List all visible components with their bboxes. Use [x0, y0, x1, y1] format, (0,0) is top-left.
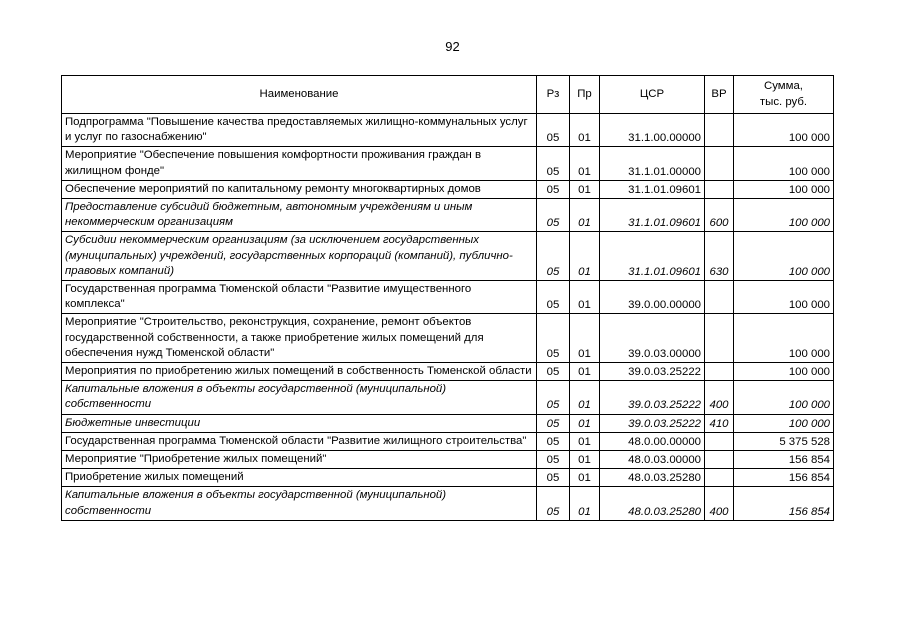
cell-pr: 01	[570, 180, 600, 198]
cell-sum: 100 000	[734, 147, 834, 180]
cell-name: Предоставление субсидий бюджетным, автономным учреждениям и иным некоммерческим организациям	[62, 199, 537, 232]
cell-pr: 01	[570, 381, 600, 414]
cell-csr: 39.0.00.00000	[600, 281, 705, 314]
cell-vr: 630	[705, 232, 734, 281]
header-sum-line1: Сумма,	[764, 80, 803, 93]
cell-pr: 01	[570, 232, 600, 281]
cell-rz: 05	[537, 363, 570, 381]
cell-name: Мероприятие "Обеспечение повышения комфортности проживания граждан в жилищном фонде"	[62, 147, 537, 180]
cell-sum: 156 854	[734, 469, 834, 487]
cell-rz: 05	[537, 469, 570, 487]
table-body	[62, 114, 834, 521]
cell-vr: 600	[705, 199, 734, 232]
cell-vr	[705, 469, 734, 487]
budget-table	[61, 75, 834, 521]
cell-pr: 01	[570, 432, 600, 450]
cell-csr: 39.0.03.25222	[600, 363, 705, 381]
cell-vr	[705, 281, 734, 314]
cell-sum: 100 000	[734, 281, 834, 314]
header-sum-line2: тыс. руб.	[759, 95, 808, 108]
cell-sum: 100 000	[734, 232, 834, 281]
cell-rz: 05	[537, 180, 570, 198]
table-row	[62, 180, 834, 198]
table-row	[62, 414, 834, 432]
cell-csr: 31.1.01.09601	[600, 199, 705, 232]
cell-vr	[705, 451, 734, 469]
cell-pr: 01	[570, 147, 600, 180]
cell-csr: 39.0.03.25222	[600, 414, 705, 432]
table-row	[62, 281, 834, 314]
table-row	[62, 232, 834, 281]
cell-rz: 05	[537, 147, 570, 180]
cell-csr: 48.0.00.00000	[600, 432, 705, 450]
cell-pr: 01	[570, 469, 600, 487]
header-csr: ЦСР	[600, 76, 705, 114]
table-row	[62, 199, 834, 232]
cell-vr: 400	[705, 487, 734, 520]
cell-sum: 5 375 528	[734, 432, 834, 450]
cell-sum: 100 000	[734, 180, 834, 198]
cell-csr: 31.1.00.00000	[600, 114, 705, 147]
table-row	[62, 451, 834, 469]
cell-name: Мероприятие "Приобретение жилых помещений"	[62, 451, 537, 469]
table-row	[62, 314, 834, 363]
cell-name: Мероприятия по приобретению жилых помещений в собственность Тюменской области	[62, 363, 537, 381]
cell-sum: 100 000	[734, 114, 834, 147]
cell-sum: 156 854	[734, 451, 834, 469]
cell-sum: 100 000	[734, 381, 834, 414]
cell-name: Обеспечение мероприятий по капитальному ремонту многоквартирных домов	[62, 180, 537, 198]
cell-rz: 05	[537, 314, 570, 363]
cell-csr: 48.0.03.25280	[600, 487, 705, 520]
table-row	[62, 432, 834, 450]
cell-csr: 31.1.01.09601	[600, 180, 705, 198]
cell-rz: 05	[537, 414, 570, 432]
cell-sum: 100 000	[734, 363, 834, 381]
cell-sum: 156 854	[734, 487, 834, 520]
cell-pr: 01	[570, 199, 600, 232]
cell-name: Подпрограмма "Повышение качества предоставляемых жилищно-коммунальных услуг и услуг по газоснабжению"	[62, 114, 537, 147]
cell-csr: 31.1.01.00000	[600, 147, 705, 180]
cell-pr: 01	[570, 487, 600, 520]
header-vr: ВР	[705, 76, 734, 114]
cell-name: Субсидии некоммерческим организациям (за исключением государственных (муниципальных) учреждений, государственных корпораций (компаний), публично-правовых компаний)	[62, 232, 537, 281]
cell-name: Приобретение жилых помещений	[62, 469, 537, 487]
cell-pr: 01	[570, 451, 600, 469]
cell-vr: 400	[705, 381, 734, 414]
cell-sum: 100 000	[734, 314, 834, 363]
header-name: Наименование	[62, 76, 537, 114]
cell-rz: 05	[537, 487, 570, 520]
table-row	[62, 469, 834, 487]
cell-csr: 48.0.03.25280	[600, 469, 705, 487]
table-row	[62, 487, 834, 520]
table-row	[62, 381, 834, 414]
cell-rz: 05	[537, 381, 570, 414]
cell-sum: 100 000	[734, 414, 834, 432]
cell-rz: 05	[537, 432, 570, 450]
cell-rz: 05	[537, 281, 570, 314]
table-row	[62, 147, 834, 180]
cell-csr: 39.0.03.00000	[600, 314, 705, 363]
cell-name: Государственная программа Тюменской области "Развитие имущественного комплекса"	[62, 281, 537, 314]
cell-csr: 48.0.03.00000	[600, 451, 705, 469]
header-rz: Рз	[537, 76, 570, 114]
cell-name: Капитальные вложения в объекты государственной (муниципальной) собственности	[62, 487, 537, 520]
cell-vr	[705, 114, 734, 147]
cell-vr	[705, 363, 734, 381]
cell-rz: 05	[537, 451, 570, 469]
table-row	[62, 114, 834, 147]
cell-vr: 410	[705, 414, 734, 432]
cell-vr	[705, 432, 734, 450]
cell-name: Бюджетные инвестиции	[62, 414, 537, 432]
header-pr: Пр	[570, 76, 600, 114]
cell-csr: 39.0.03.25222	[600, 381, 705, 414]
cell-vr	[705, 147, 734, 180]
header-sum	[734, 76, 834, 114]
cell-pr: 01	[570, 281, 600, 314]
cell-name: Капитальные вложения в объекты государственной (муниципальной) собственности	[62, 381, 537, 414]
cell-name: Государственная программа Тюменской области "Развитие жилищного строительства"	[62, 432, 537, 450]
cell-rz: 05	[537, 232, 570, 281]
cell-pr: 01	[570, 363, 600, 381]
table-header-row	[62, 76, 834, 114]
cell-vr	[705, 180, 734, 198]
cell-vr	[705, 314, 734, 363]
cell-pr: 01	[570, 114, 600, 147]
cell-name: Мероприятие "Строительство, реконструкция, сохранение, ремонт объектов государственной собственности, а также приобретение жилых помещений для обеспечения нужд Тюменской области"	[62, 314, 537, 363]
cell-sum: 100 000	[734, 199, 834, 232]
cell-pr: 01	[570, 314, 600, 363]
table-row	[62, 363, 834, 381]
cell-rz: 05	[537, 199, 570, 232]
cell-csr: 31.1.01.09601	[600, 232, 705, 281]
cell-pr: 01	[570, 414, 600, 432]
cell-rz: 05	[537, 114, 570, 147]
page-number: 92	[445, 39, 460, 54]
